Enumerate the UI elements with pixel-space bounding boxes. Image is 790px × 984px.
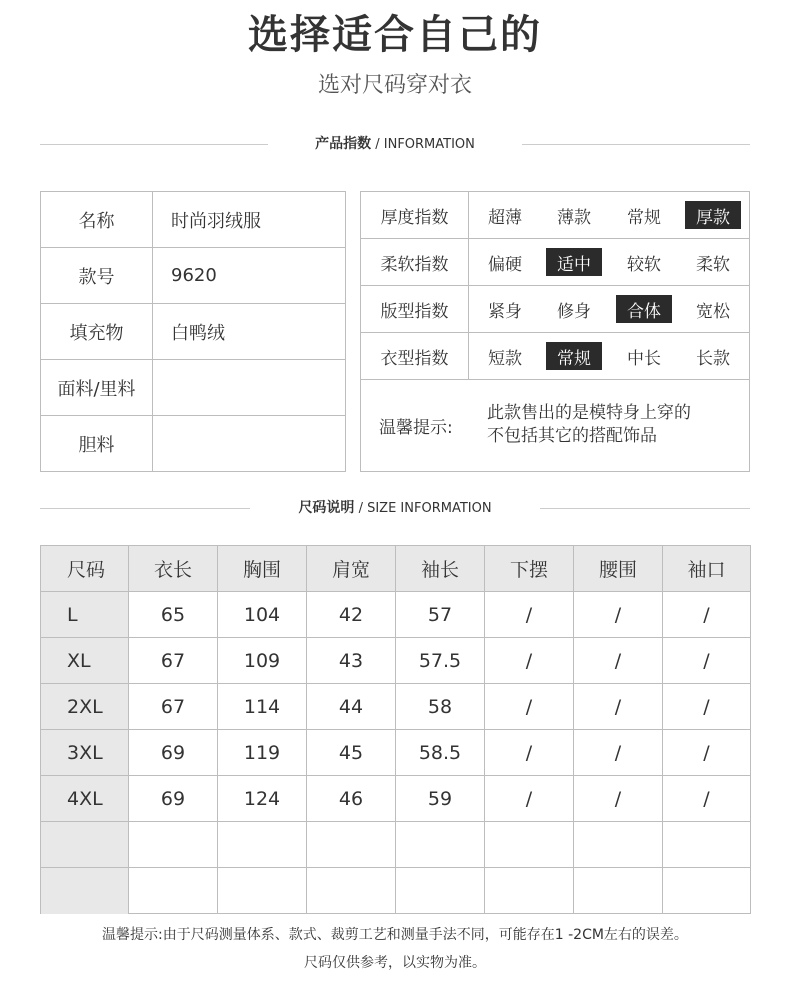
size-table-cell: 59	[396, 776, 485, 821]
info-row-fabric	[41, 360, 345, 416]
product-info-table	[40, 191, 346, 472]
index-option: 超薄	[488, 207, 522, 228]
size-table-cell: 46	[307, 776, 396, 821]
tip-text	[487, 402, 691, 448]
index-option: 柔软	[696, 254, 730, 275]
index-option-selected: 适中	[546, 248, 602, 276]
size-table-cell	[485, 868, 574, 914]
page-title: 选择适合自己的	[248, 12, 542, 58]
size-table-cell: /	[703, 603, 710, 626]
info-key: 填充物	[41, 304, 153, 359]
index-option: 常规	[627, 207, 661, 228]
size-table-cell: /	[574, 684, 663, 729]
size-label-cell: XL	[41, 638, 129, 683]
size-section-en: / SIZE INFORMATION	[354, 501, 492, 516]
tip-box	[361, 380, 749, 471]
size-table-cell	[485, 822, 574, 867]
size-section-zh: 尺码说明	[298, 500, 355, 516]
size-table-header-row	[41, 546, 750, 592]
info-value: 9620	[171, 265, 217, 286]
info-key: 胆料	[41, 416, 153, 472]
info-value: 时尚羽绒服	[171, 210, 261, 232]
index-option: 修身	[557, 301, 591, 322]
size-table-cell	[574, 868, 663, 914]
size-table-cell: 43	[307, 638, 396, 683]
size-table-cell: 69	[129, 776, 218, 821]
index-option: 紧身	[488, 301, 522, 322]
size-table-header-cell: 袖口	[687, 559, 726, 581]
size-table-cell: /	[485, 730, 574, 775]
footer-note-2: 尺码仅供参考，以实物为准。	[304, 955, 486, 971]
tip-line-1: 此款售出的是模特身上穿的	[487, 403, 691, 423]
size-table-cell	[574, 822, 663, 867]
tip-line-2: 不包括其它的搭配饰品	[487, 426, 657, 446]
index-row-thickness	[361, 192, 749, 239]
size-table-cell: 58.5	[396, 730, 485, 775]
size-table-header-cell: 下摆	[485, 546, 574, 591]
index-row-fit	[361, 286, 749, 333]
size-section-label	[40, 498, 750, 519]
size-table-row	[41, 776, 750, 822]
tip-label: 温馨提示:	[379, 418, 453, 438]
size-table-header-cell: 衣长	[129, 546, 218, 591]
info-row-filling	[41, 304, 345, 360]
size-table-cell: 124	[218, 776, 307, 821]
size-table-row	[41, 684, 750, 730]
info-row-liner	[41, 416, 345, 472]
size-table-row	[41, 868, 750, 914]
size-table-cell: 67	[129, 638, 218, 683]
size-table-cell	[663, 822, 750, 867]
size-table-row	[41, 730, 750, 776]
size-table-cell: 104	[218, 592, 307, 637]
size-table-cell: /	[574, 638, 663, 683]
size-table-cell	[396, 868, 485, 914]
size-table-cell: 67	[129, 684, 218, 729]
size-table-cell	[218, 868, 307, 914]
index-row-length	[361, 333, 749, 380]
size-section-heading	[40, 498, 750, 518]
size-label-cell	[41, 868, 129, 914]
size-table-header-cell: 尺码	[41, 546, 129, 591]
size-table	[40, 545, 751, 914]
size-table-cell: 65	[129, 592, 218, 637]
size-table-cell: 44	[307, 684, 396, 729]
size-table-cell: /	[703, 695, 710, 718]
product-section-en: / INFORMATION	[371, 137, 475, 152]
size-table-cell: /	[574, 776, 663, 821]
size-table-cell	[396, 822, 485, 867]
size-table-cell: 109	[218, 638, 307, 683]
size-table-header-cell: 胸围	[218, 546, 307, 591]
size-label-cell: 4XL	[41, 776, 129, 821]
size-table-cell: 42	[307, 592, 396, 637]
index-option: 薄款	[557, 207, 591, 228]
size-table-cell	[129, 822, 218, 867]
index-option: 长款	[696, 348, 730, 369]
size-table-cell: 114	[218, 684, 307, 729]
index-option: 中长	[627, 348, 661, 369]
index-option: 偏硬	[488, 254, 522, 275]
product-section-zh: 产品指数	[315, 136, 372, 152]
footer-note-1: 温馨提示:由于尺码测量体系、款式、裁剪工艺和测量手法不同，可能存在1 -2CM左右的误差。	[102, 927, 688, 943]
index-key: 柔软指数	[361, 239, 469, 285]
product-index-table	[360, 191, 750, 472]
size-table-cell: /	[703, 741, 710, 764]
size-table-cell: /	[574, 592, 663, 637]
index-option-selected: 合体	[616, 295, 672, 323]
index-option: 较软	[627, 254, 661, 275]
index-key: 厚度指数	[361, 192, 469, 238]
index-key: 衣型指数	[361, 333, 469, 379]
product-section-heading	[40, 134, 750, 154]
size-label-cell	[41, 822, 129, 867]
size-table-cell: /	[703, 649, 710, 672]
size-table-header-cell: 肩宽	[307, 546, 396, 591]
index-key: 版型指数	[361, 286, 469, 332]
size-table-cell: 69	[129, 730, 218, 775]
size-table-cell: /	[485, 592, 574, 637]
size-table-cell: 57.5	[396, 638, 485, 683]
size-table-cell	[218, 822, 307, 867]
info-key: 面料/里料	[41, 360, 153, 415]
size-table-cell: /	[485, 684, 574, 729]
size-table-row	[41, 638, 750, 684]
size-label-cell: 3XL	[41, 730, 129, 775]
size-label-cell: 2XL	[41, 684, 129, 729]
info-key: 款号	[41, 248, 153, 303]
size-table-cell: /	[703, 787, 710, 810]
size-table-cell: 119	[218, 730, 307, 775]
product-section-label	[40, 134, 750, 155]
index-option-selected: 常规	[546, 342, 602, 370]
size-table-cell	[129, 868, 218, 914]
info-row-style-no	[41, 248, 345, 304]
size-table-cell	[307, 822, 396, 867]
size-table-cell: 58	[396, 684, 485, 729]
size-table-row	[41, 822, 750, 868]
size-table-cell: /	[485, 776, 574, 821]
size-table-cell: /	[574, 730, 663, 775]
size-table-cell: 57	[396, 592, 485, 637]
size-table-cell: /	[485, 638, 574, 683]
info-value: 白鸭绒	[171, 322, 225, 344]
info-row-name	[41, 192, 345, 248]
index-option: 宽松	[696, 301, 730, 322]
size-table-header-cell: 袖长	[396, 546, 485, 591]
size-table-header-cell: 腰围	[574, 546, 663, 591]
size-label-cell: L	[41, 592, 129, 637]
size-table-cell: 45	[307, 730, 396, 775]
info-key: 名称	[41, 192, 153, 247]
size-table-cell	[663, 868, 750, 914]
index-option: 短款	[488, 348, 522, 369]
index-row-softness	[361, 239, 749, 286]
size-table-cell	[307, 868, 396, 914]
size-table-row	[41, 592, 750, 638]
index-option-selected: 厚款	[685, 201, 741, 229]
page-subtitle: 选对尺码穿对衣	[317, 73, 472, 98]
